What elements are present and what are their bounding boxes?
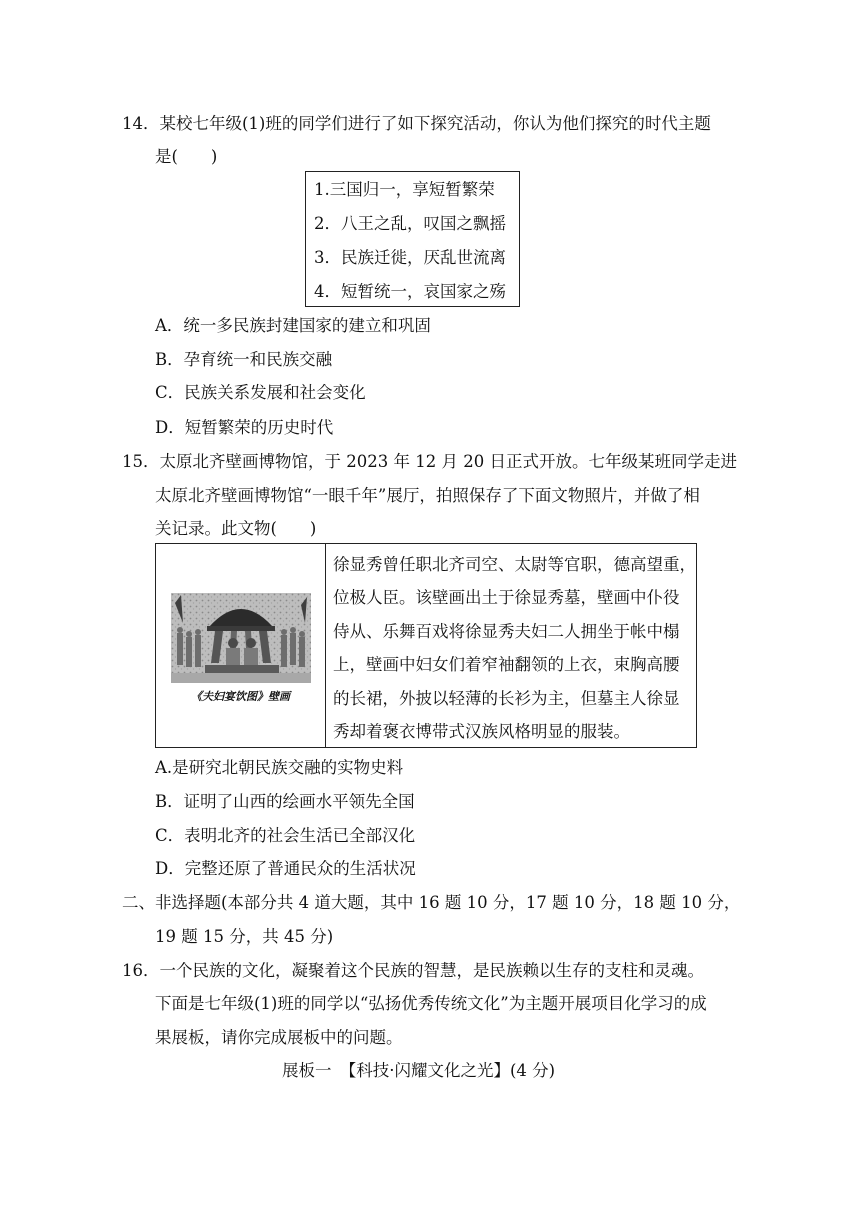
q15-stem-line: 15．太原北齐壁画博物馆，于 2023 年 12 月 20 日正式开放。七年级某班同学走进 (122, 452, 737, 471)
q14-box-item: 1.三国归一，享短暂繁荣 (314, 180, 495, 199)
section2-heading: 二、非选择题(本部分共 4 道大题，其中 16 题 10 分，17 题 10 分，18 题 10 分， (122, 893, 741, 912)
q15-option-a: A.是研究北朝民族交融的实物史料 (155, 758, 404, 777)
q15-option-d: D．完整还原了普通民众的生活状况 (155, 859, 416, 878)
q14-option-a: A．统一多民族封建国家的建立和巩固 (155, 316, 431, 335)
q14-option-d: D．短暂繁荣的历史时代 (155, 418, 334, 437)
mural-caption: 《夫妇宴饮图》壁画 (191, 690, 290, 703)
q14-box-item: 2．八王之乱，叹国之飘摇 (314, 214, 506, 233)
q16-stem-line: 16．一个民族的文化，凝聚着这个民族的智慧，是民族赖以生存的支柱和灵魂。 (122, 961, 704, 980)
q14-topic-box (305, 171, 520, 307)
q16-stem-line: 果展板，请你完成展板中的问题。 (155, 1028, 403, 1047)
q15-option-b: B．证明了山西的绘画水平领先全国 (155, 792, 415, 811)
q15-text-line: 上，壁画中妇女们着窄袖翻领的上衣，束胸高腰 (333, 655, 680, 674)
q15-option-c: C．表明北齐的社会生活已全部汉化 (155, 826, 416, 845)
q15-stem-line: 太原北齐壁画博物馆“一眼千年”展厅，拍照保存了下面文物照片，并做了相 (155, 486, 700, 505)
q15-text-line: 秀却着褒衣博带式汉族风格明显的服装。 (333, 722, 630, 741)
q15-artifact-table (155, 543, 697, 748)
q14-stem-line2: 是( ) (155, 147, 218, 166)
q14-box-item: 3．民族迁徙，厌乱世流离 (314, 248, 506, 267)
mural-image (171, 593, 311, 683)
q15-stem-line: 关记录。此文物( ) (155, 519, 317, 538)
q15-text-line: 位极人臣。该壁画出土于徐显秀墓，壁画中仆役 (333, 588, 680, 607)
q15-text-line: 侍从、乐舞百戏将徐显秀夫妇二人拥坐于帐中榻 (333, 622, 680, 641)
q14-box-item: 4．短暂统一，哀国家之殇 (314, 282, 506, 301)
q14-option-c: C．民族关系发展和社会变化 (155, 383, 366, 402)
q16-stem-line: 下面是七年级(1)班的同学以“弘扬优秀传统文化”为主题开展项目化学习的成 (155, 994, 707, 1013)
q15-text-line: 的长裙，外披以轻薄的长衫为主，但墓主人徐显 (333, 689, 680, 708)
q15-text-line: 徐显秀曾任职北齐司空、太尉等官职，德高望重， (333, 555, 696, 574)
q16-board-title: 展板一 【科技·闪耀文化之光】(4 分) (282, 1061, 556, 1080)
table-divider (325, 544, 326, 747)
section2-heading-cont: 19 题 15 分，共 45 分) (155, 927, 334, 946)
q14-stem-line1: 14．某校七年级(1)班的同学们进行了如下探究活动，你认为他们探究的时代主题 (122, 114, 711, 133)
q14-option-b: B．孕育统一和民族交融 (155, 350, 333, 369)
